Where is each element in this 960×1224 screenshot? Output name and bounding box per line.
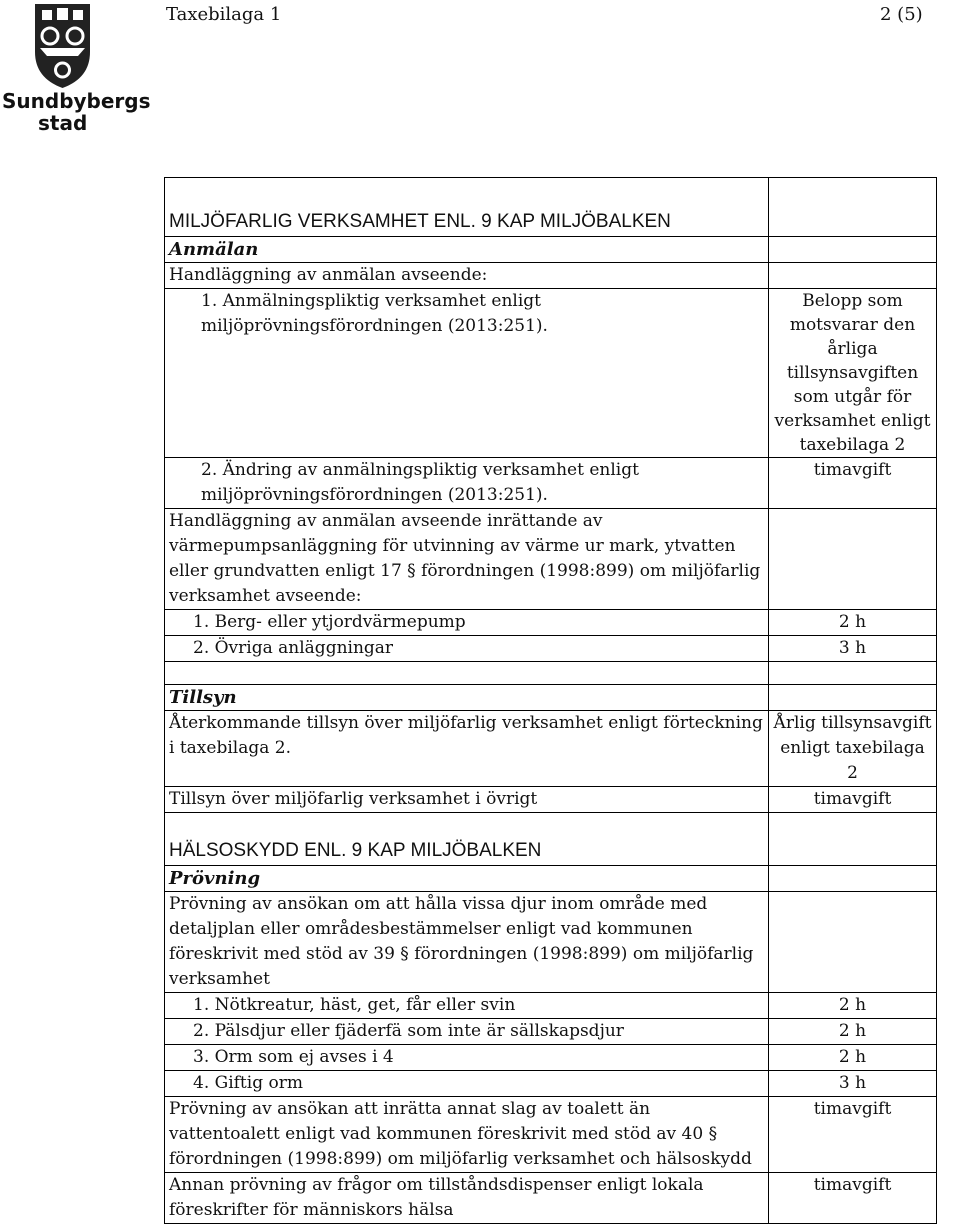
table-row	[165, 610, 937, 636]
fee-cell: 2 h	[769, 1045, 937, 1071]
row-text: Prövning av ansökan att inrätta annat slag av toalett än vattentoalett enligt vad kommunen föreskrivit med stöd av 40 § förordningen (1998:899) om miljöfarlig verksamhet och hälsoskydd	[165, 1097, 769, 1173]
table-row	[165, 1019, 937, 1045]
list-item: 3. Orm som ej avses i 4	[165, 1045, 769, 1071]
fee-cell: timavgift	[769, 787, 937, 813]
fee-cell: timavgift	[769, 1097, 937, 1173]
item-text: 1. Anmälningspliktig verksamhet enligt	[201, 291, 542, 311]
logo-name-2: stad	[38, 111, 88, 135]
fee-cell: 3 h	[769, 1071, 937, 1097]
municipality-logo	[0, 0, 151, 140]
section-heading: MILJÖFARLIG VERKSAMHET ENL. 9 KAP MILJÖBALKEN	[165, 178, 769, 237]
row-text: Annan prövning av frågor om tillståndsdispenser enligt lokala föreskrifter för människors hälsa	[165, 1173, 769, 1224]
list-item	[165, 289, 769, 458]
list-item: 2. Pälsdjur eller fjäderfä som inte är sällskapsdjur	[165, 1019, 769, 1045]
table-row	[165, 237, 937, 263]
table-row	[165, 1097, 937, 1173]
item-text: miljöprövningsförordningen (2013:251).	[201, 316, 548, 336]
fee-cell: 2 h	[769, 993, 937, 1019]
subsection-heading: Tillsyn	[165, 685, 769, 711]
list-item: 1. Nötkreatur, häst, get, får eller svin	[165, 993, 769, 1019]
list-item: 2. Övriga anläggningar	[165, 636, 769, 662]
row-text: Handläggning av anmälan avseende inrättande av värmepumpsanläggning för utvinning av värme ur mark, ytvatten eller grundvatten enligt 17 § förordningen (1998:899) om miljöfarlig verksamhet avseende:	[165, 509, 769, 610]
subsection-heading: Prövning	[165, 866, 769, 892]
table-row	[165, 1173, 937, 1224]
table-row	[165, 685, 937, 711]
table-row	[165, 813, 937, 866]
document-title: Taxebilaga 1	[166, 4, 282, 25]
table-row	[165, 509, 937, 610]
fee-cell: Årlig tillsynsavgift enligt taxebilaga 2	[769, 711, 937, 787]
coat-of-arms-icon	[0, 0, 125, 90]
list-item: 1. Berg- eller ytjordvärmepump	[165, 610, 769, 636]
table-row	[165, 458, 937, 509]
list-item: 4. Giftig orm	[165, 1071, 769, 1097]
logo-name: Sundbybergs	[2, 89, 151, 113]
table-row	[165, 866, 937, 892]
table-row	[165, 1045, 937, 1071]
table-row	[165, 711, 937, 787]
table-row	[165, 178, 937, 237]
fee-cell: timavgift	[769, 458, 937, 509]
table-row	[165, 892, 937, 993]
row-text: Handläggning av anmälan avseende:	[165, 263, 769, 289]
list-item	[165, 458, 769, 509]
table-row	[165, 636, 937, 662]
fee-table	[164, 177, 937, 1224]
page-number: 2 (5)	[880, 4, 923, 25]
row-text: Prövning av ansökan om att hålla vissa djur inom område med detaljplan eller områdesbestämmelser enligt vad kommunen föreskrivit med stöd av 39 § förordningen (1998:899) om miljöfarlig verksamhet	[165, 892, 769, 993]
table-row	[165, 1071, 937, 1097]
fee-cell: timavgift	[769, 1173, 937, 1224]
section-heading: HÄLSOSKYDD ENL. 9 KAP MILJÖBALKEN	[165, 813, 769, 866]
table-row	[165, 993, 937, 1019]
item-text: 2. Ändring av anmälningspliktig verksamhet enligt	[201, 460, 639, 480]
row-text: Tillsyn över miljöfarlig verksamhet i övrigt	[165, 787, 769, 813]
row-text: Återkommande tillsyn över miljöfarlig verksamhet enligt förteckning i taxebilaga 2.	[165, 711, 769, 787]
table-row	[165, 787, 937, 813]
table-row	[165, 289, 937, 458]
fee-cell: 3 h	[769, 636, 937, 662]
table-row	[165, 263, 937, 289]
fee-cell: Belopp som motsvarar den årliga tillsynsavgiften som utgår för verksamhet enligt taxebilaga 2	[769, 289, 937, 458]
table-row	[165, 662, 937, 685]
item-text: miljöprövningsförordningen (2013:251).	[201, 485, 548, 505]
subsection-heading: Anmälan	[165, 237, 769, 263]
fee-cell: 2 h	[769, 610, 937, 636]
fee-cell: 2 h	[769, 1019, 937, 1045]
